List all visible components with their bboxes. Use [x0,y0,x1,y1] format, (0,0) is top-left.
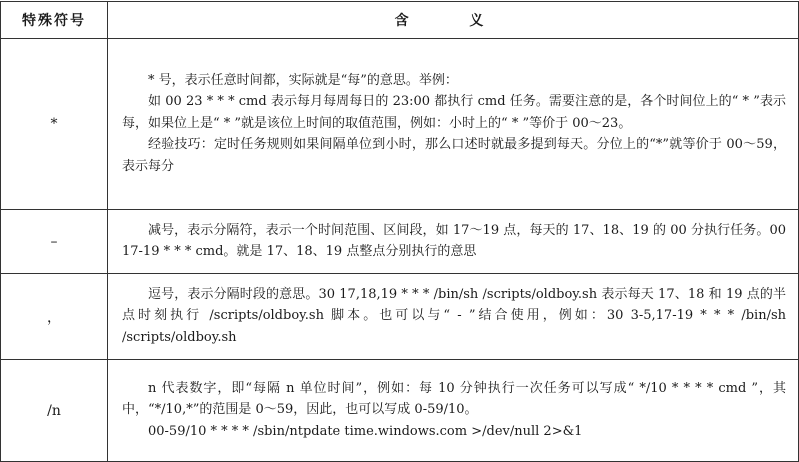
table-row [1,210,799,274]
symbol-cell: * [1,39,108,210]
meaning-line: 逗号，表示分隔时段的意思。30 17,18,19 * * * /bin/sh /scripts/oldboy.sh 表示每天 17、18 和 19 点的半点时刻执行 /scripts/oldboy.sh 脚本。也可以与“ - ”结合使用，例如：30 3-5,17-19 * * * /bin/sh /scripts/oldboy.sh [122,286,786,345]
table-row [1,360,799,462]
meaning-line: 减号，表示分隔符，表示一个时间范围、区间段，如 17～19 点，每天的 17、18、19 的 00 分执行任务。00 17-19 * * * cmd。就是 17、18、19 点整点分别执行的意思 [122,222,786,259]
meaning-line: 如 00 23 * * * cmd 表示每月每周每日的 23:00 都执行 cmd 任务。需要注意的是，各个时间位上的“ * ”表示每，如果位上是“ * ”就是该位上时间的取值范围，例如：小时上的“ * ”等价于 00～23。 [122,94,786,131]
symbol-cell: /n [1,360,108,462]
table-row [1,274,799,360]
header-row [1,2,799,39]
table-row [1,39,799,210]
meaning-line: n 代表数字，即“每隔 n 单位时间”，例如：每 10 分钟执行一次任务可以写成“ */10 * * * * cmd ”，其中，“*/10,*”的范围是 0～59，因此，也可以写成 0-59/10。 [122,380,786,418]
symbol-cell: ， [1,274,108,360]
header-symbol: 特殊符号 [1,2,108,39]
meaning-cell [108,39,799,210]
symbol-cell: – [1,210,108,274]
meaning-cell [108,274,799,360]
meaning-line: * 号，表示任意时间都，实际就是“每”的意思。举例： [148,72,458,88]
meaning-line: 经验技巧：定时任务规则如果间隔单位到小时，那么口述时就最多提到每天。分位上的“*”就等价于 00～59，表示每分 [122,137,786,174]
meaning-line: 00-59/10 * * * * /sbin/ntpdate time.windows.com >/dev/null 2>&1 [148,423,583,439]
special-symbols-table [0,1,799,462]
header-meaning: 含 义 [108,2,799,39]
meaning-cell [108,210,799,274]
meaning-cell [108,360,799,462]
